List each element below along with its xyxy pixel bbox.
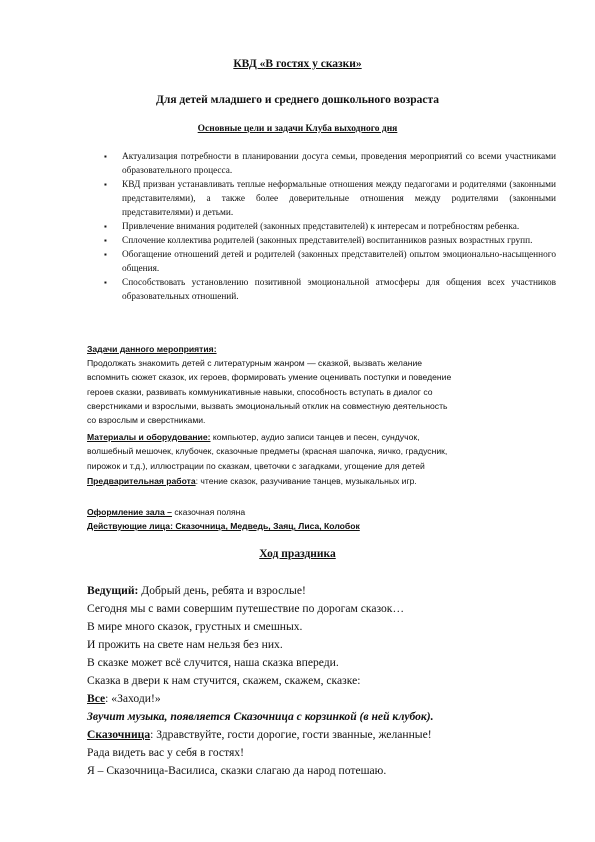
document-title: КВД «В гостях у сказки» [233, 58, 362, 70]
list-item: ▪ Сплочение коллектива родителей (законных представителей) воспитанников разных возрастных групп. [104, 236, 533, 246]
speech-line: Рада видеть вас у себя в гостях! [87, 746, 244, 759]
goals-heading: Основные цели и задачи Клуба выходного дня [197, 124, 398, 134]
square-bullet-icon: ▪ [104, 250, 107, 259]
speech-line: Сказка в двери к нам стучится, скажем, скажем, сказке: [87, 674, 361, 687]
list-item: ▪ Обогащение отношений детей и родителей (законных представителей) опытом эмоционально-насыщенного общения. [104, 250, 556, 274]
document-subtitle: Для детей младшего и среднего дошкольного возраста [155, 94, 440, 106]
section-title: Ход праздника [259, 548, 336, 560]
list-item: ▪ Привлечение внимания родителей (законных представителей) к интересам и потребностям ребенка. [104, 222, 520, 232]
text-line: со взрослым и сверстниками. [87, 415, 206, 426]
text-line: волшебный мешочек, клубочек, сказочные предметы (красная шапочка, яичко, градусник, [87, 446, 448, 457]
text-line: сверстниками и взрослыми, вызвать эмоциональный отклик на совместную деятельность [87, 400, 448, 411]
text-line: героев сказки, развивать коммуникативные навыки, способность вступать в диалог со [87, 386, 433, 397]
speech-line: Я – Сказочница-Василиса, сказки слагаю да народ потешаю. [87, 764, 387, 777]
speaker-label: Ведущий: [87, 584, 139, 597]
text-line: вспомнить сюжет сказок, их героев, формировать умение оценивать поступки и поведение [87, 372, 452, 383]
hall-text: сказочная поляна [171, 507, 246, 517]
prep-label: Предварительная работа [87, 476, 196, 486]
tasks-text [87, 356, 557, 427]
speech-line: Сегодня мы с вами совершим путешествие по дорогам сказок… [87, 602, 405, 615]
tasks-heading: Задачи данного мероприятия: [87, 344, 217, 354]
speech-line: : Здравствуйте, гости дорогие, гости званные, желанные! [150, 728, 432, 741]
materials-text: компьютер, аудио записи танцев и песен, сундучок, [210, 432, 420, 442]
square-bullet-icon: ▪ [104, 222, 107, 231]
speech-line: И прожить на свете нам нельзя без них. [87, 638, 283, 651]
speaker-label: Сказочница [87, 728, 151, 741]
list-item: ▪ Способствовать установлению позитивной эмоциональной атмосферы для общения всех участников образовательных отношений. [104, 278, 556, 302]
goals-list [104, 150, 556, 304]
prep-paragraph [87, 474, 557, 488]
prep-text: : чтение сказок, разучивание танцев, музыкальных игр. [195, 476, 417, 486]
speech-line: Добрый день, ребята и взрослые! [138, 584, 306, 597]
speech-line: В мире много сказок, грустных и смешных. [87, 620, 303, 633]
text-line: Продолжать знакомить детей с литературным жанром — сказкой, вызвать желание [87, 358, 423, 368]
speaker-label: Все [87, 692, 106, 705]
hall-label: Оформление зала – [87, 507, 172, 517]
list-item: ▪ Актуализация потребности в планировании досуга семьи, проведения мероприятий со всеми участниками образовательного процесса. [104, 152, 556, 176]
characters-line: Действующие лица: Сказочница, Медведь, Заяц, Лиса, Колобок [87, 521, 360, 531]
square-bullet-icon: ▪ [104, 236, 107, 245]
square-bullet-icon: ▪ [104, 278, 107, 287]
speech-line: В сказке может всё случится, наша сказка впереди. [87, 656, 339, 669]
hall-paragraph [87, 505, 557, 519]
speech-line: : «Заходи!» [105, 692, 161, 705]
materials-paragraph [87, 430, 557, 473]
list-item: ▪ КВД призван устанавливать теплые неформальные отношения между педагогами и родителями (законными представителями), а также более доверительные отношения между родителями (законными представителями) и детьми. [104, 180, 556, 218]
stage-direction: Звучит музыка, появляется Сказочница с корзинкой (в ней клубок). [87, 710, 434, 723]
square-bullet-icon: ▪ [104, 180, 107, 189]
square-bullet-icon: ▪ [104, 152, 107, 161]
script-text [87, 582, 567, 780]
text-line: пирожок и т.д.), иллюстрации по сказкам, цветочки с загадками, угощение для детей [87, 460, 425, 471]
materials-label: Материалы и оборудование: [87, 432, 211, 442]
